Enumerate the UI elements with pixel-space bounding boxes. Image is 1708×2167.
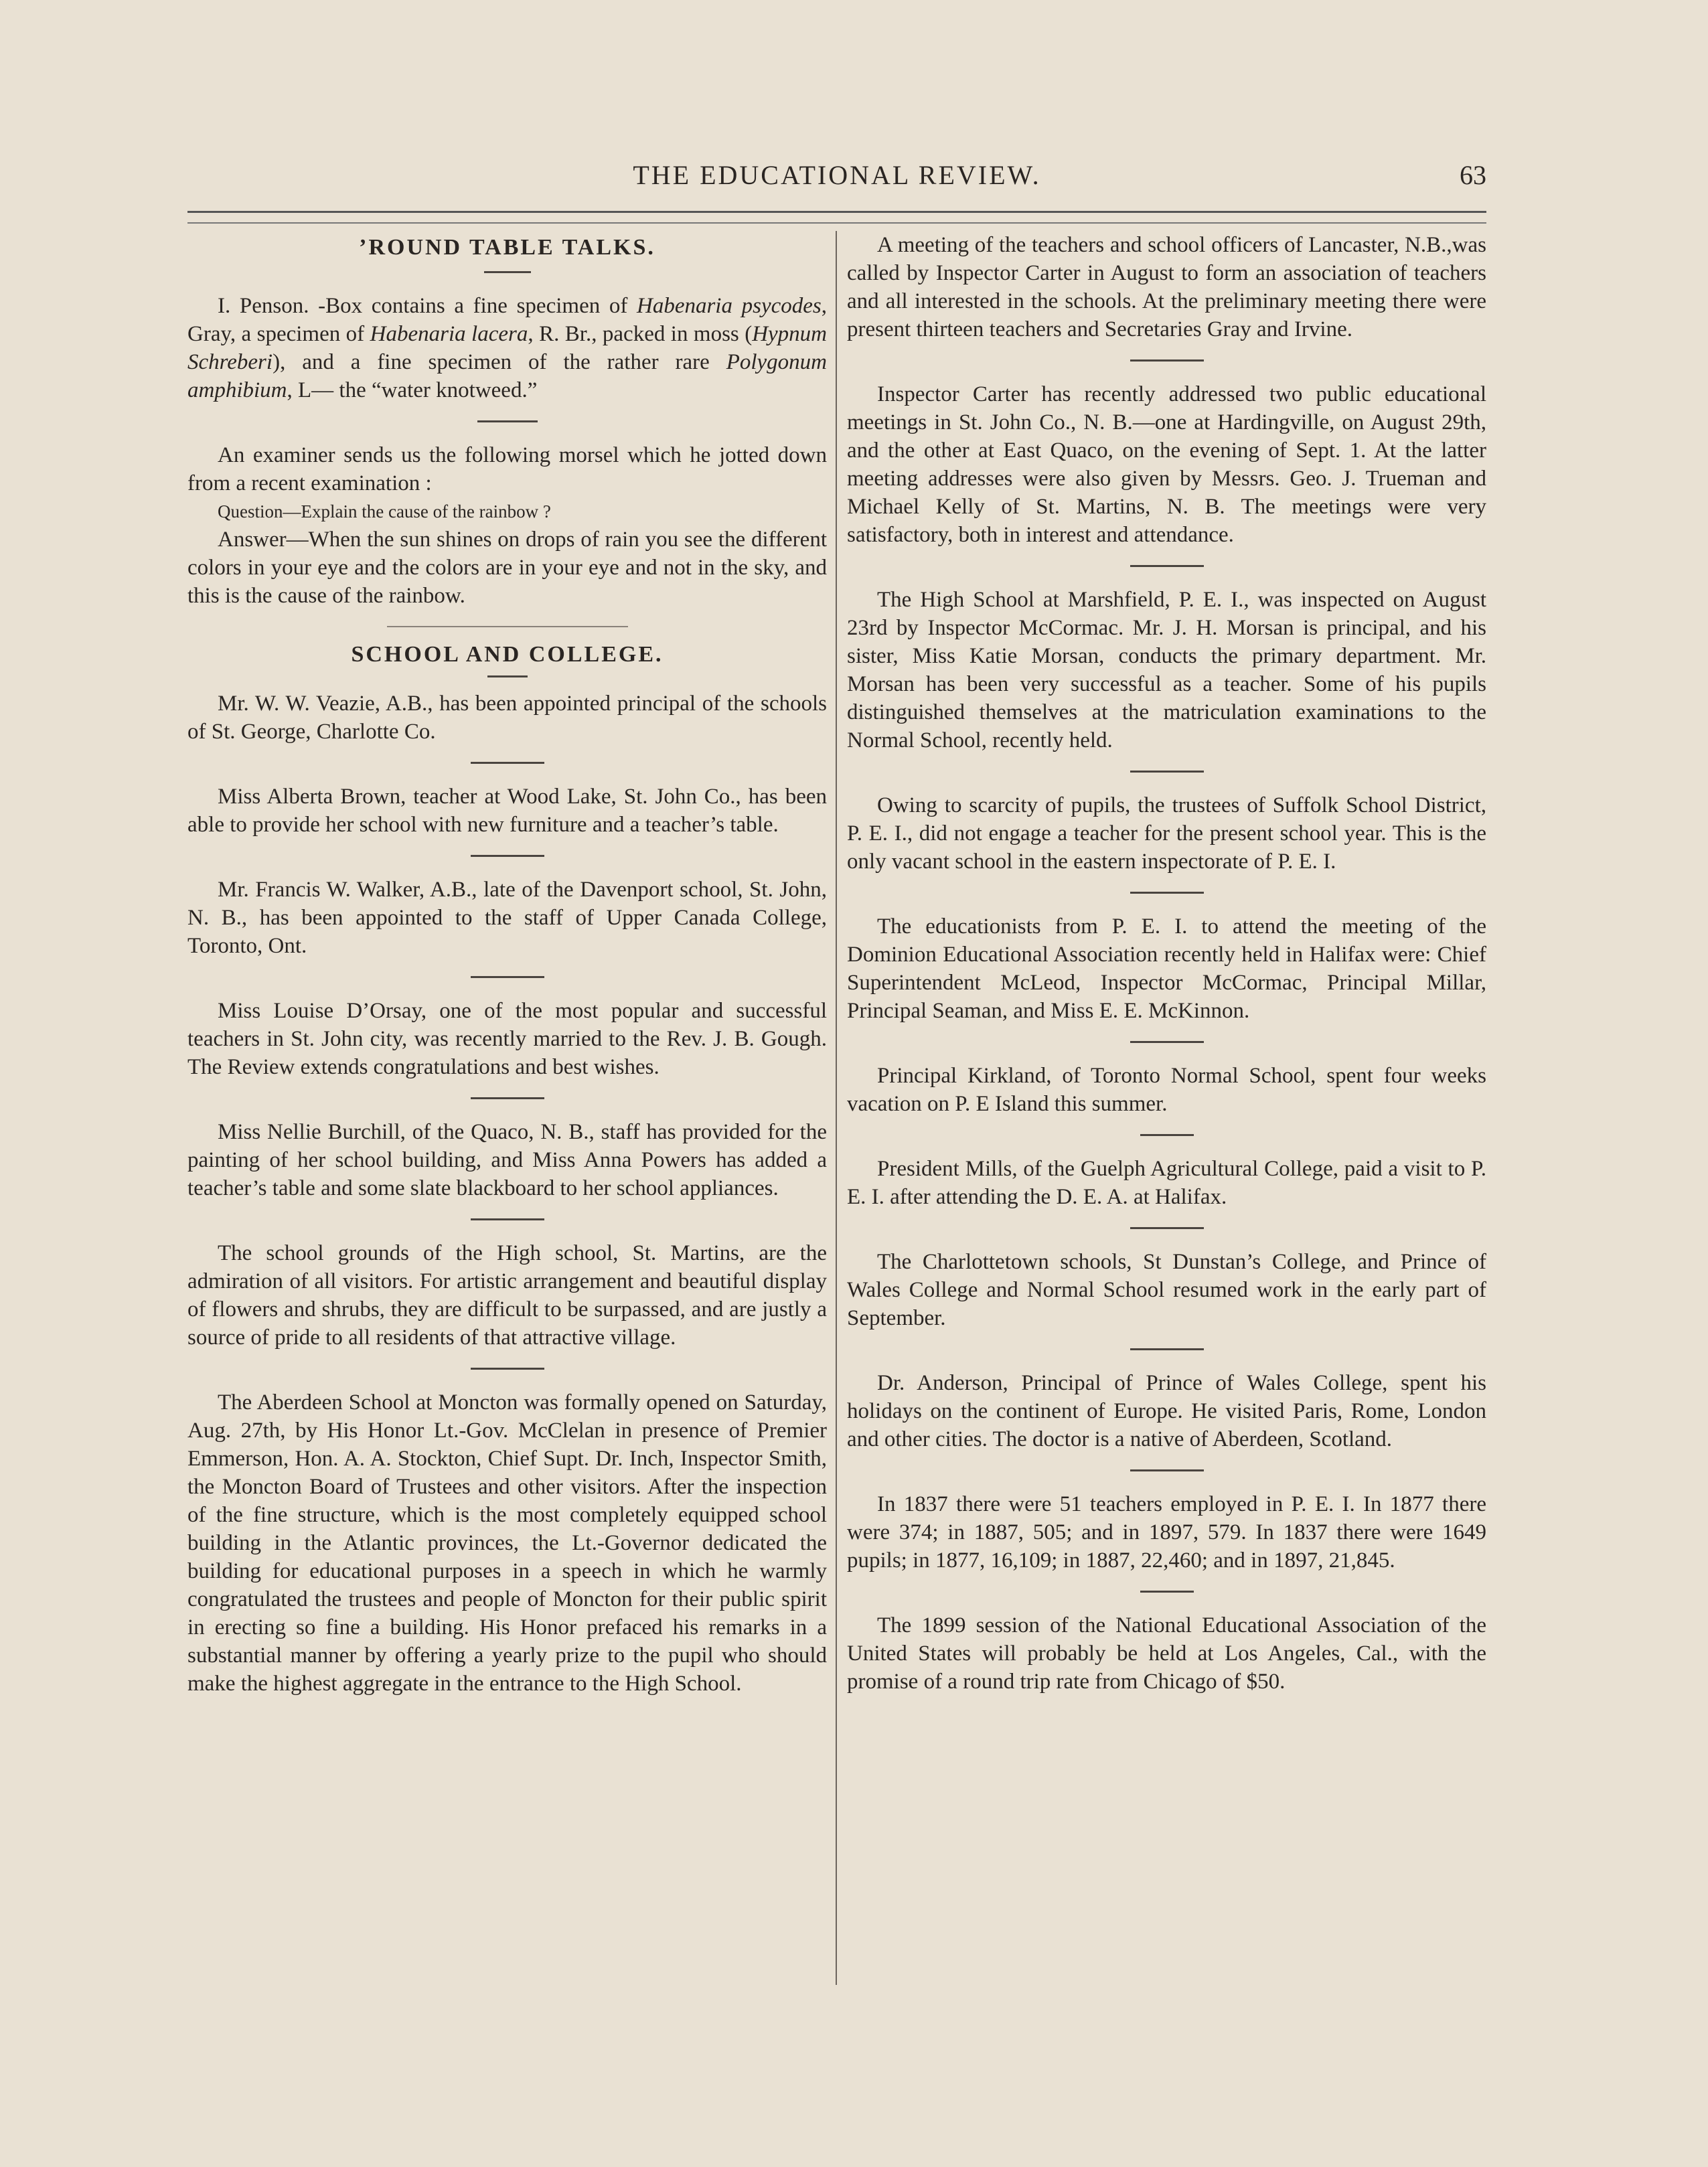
divider-rule xyxy=(1130,1227,1204,1229)
section-heading-round-table: ’ROUND TABLE TALKS. xyxy=(359,235,655,260)
text-run: I. Penson. -Box contains a fine specimen of xyxy=(218,294,637,318)
news-item: Mr. W. W. Veazie, A.B., has been appointed principal of the schools of St. George, Charlotte Co. xyxy=(187,692,827,744)
divider-rule xyxy=(477,420,538,422)
paragraph-answer: Answer—When the sun shines on drops of rain you see the different colors in your eye and the colors are in your eye and not in the sky, and this is the cause of the rainbow. xyxy=(187,528,827,608)
species-name: Polygonum amphibium xyxy=(187,350,827,402)
news-item: In 1837 there were 51 teachers employed in P. E. I. In 1877 there were 374; in 1887, 505; and in 1897, 579. In 1837 there were 1649 pupils; in 1877, 16,109; in 1887, 22,460; and in 1897, 21,845. xyxy=(847,1492,1486,1573)
divider-rule xyxy=(471,976,544,978)
divider-rule xyxy=(1130,359,1204,362)
divider-rule xyxy=(1130,1348,1204,1350)
news-item: Dr. Anderson, Principal of Prince of Wales College, spent his holidays on the continent of Europe. He visited Paris, Rome, London and other cities. The doctor is a native of Aberdeen, Scotland. xyxy=(847,1371,1486,1451)
paragraph-examiner: An examiner sends us the following morsel which he jotted down from a recent examination : xyxy=(187,443,827,495)
news-item: A meeting of the teachers and school officers of Lancaster, N.B.,was called by Inspector Carter in August to form an association of teachers and all interested in the schools. At the preliminary meeting there were present thirteen teachers and Secretaries Gray and Irvine. xyxy=(847,233,1486,341)
divider-rule xyxy=(1140,1134,1194,1136)
divider-rule xyxy=(1130,892,1204,894)
news-item: President Mills, of the Guelph Agricultural College, paid a visit to P. E. I. after attending the D. E. A. at Halifax. xyxy=(847,1157,1486,1209)
text-run: , Gray, a specimen of xyxy=(187,294,827,346)
divider-rule xyxy=(471,762,544,764)
section-separator xyxy=(387,626,628,627)
divider-rule xyxy=(471,1368,544,1370)
news-item: The High School at Marshfield, P. E. I., was inspected on August 23rd by Inspector McCormac. Mr. J. H. Morsan is principal, and his sister, Miss Katie Morsan, conducts the primary department. Mr. Morsan has been very successful as a teacher. Some of his pupils distinguished themselves at the matriculation examinations to the Normal School, recently held. xyxy=(847,588,1486,752)
divider-rule xyxy=(471,1097,544,1099)
divider-rule xyxy=(484,271,531,273)
text-run: , R. Br., packed in moss ( xyxy=(528,322,753,346)
left-column xyxy=(187,231,827,1698)
text-run: , L— the “water knotweed.” xyxy=(287,378,538,402)
right-column xyxy=(847,231,1486,1696)
species-name: Hypnum Schreberi xyxy=(187,322,827,374)
news-item: Inspector Carter has recently addressed two public educational meetings in St. John Co., N. B.—one at Hardingville, on August 29th, and the other at East Quaco, on the evening of Sept. 1. At the latter meeting addresses were also given by Messrs. Geo. J. Trueman and Michael Kelly of St. Martins, N. B. The meetings were very satisfactory, both in interest and attendance. xyxy=(847,382,1486,547)
news-item: Principal Kirkland, of Toronto Normal School, spent four weeks vacation on P. E Island this summer. xyxy=(847,1064,1486,1116)
news-item: Miss Nellie Burchill, of the Quaco, N. B., staff has provided for the painting of her school building, and Miss Anna Powers has added a teacher’s table and some slate blackboard to her school appliances. xyxy=(187,1120,827,1200)
news-item: The Aberdeen School at Moncton was formally opened on Saturday, Aug. 27th, by His Honor Lt.-Gov. McClelan in presence of Premier Emmerson, Hon. A. A. Stockton, Chief Supt. Dr. Inch, Inspector Smith, the Moncton Board of Trustees and other visitors. After the inspection of the fine structure, which is the most completely equipped school building in the Atlantic provinces, the Lt.-Governor dedicated the building for educational purposes in a speech in which he warmly congratulated the trustees and people of Moncton for their public spirit in erecting so fine a building. His Honor prefaced his remarks in a substantial manner by offering a yearly prize to the pupil who should make the highest aggregate in the entrance to the High School. xyxy=(187,1390,827,1696)
divider-rule xyxy=(1130,1469,1204,1471)
page-number: 63 xyxy=(1460,160,1486,190)
divider-rule xyxy=(1140,1591,1194,1593)
running-head xyxy=(187,159,1486,199)
news-item: The Charlottetown schools, St Dunstan’s College, and Prince of Wales College and Normal School resumed work in the early part of September. xyxy=(847,1250,1486,1330)
divider-rule xyxy=(1130,565,1204,567)
column-divider xyxy=(836,231,837,1985)
news-item: The educationists from P. E. I. to attend the meeting of the Dominion Educational Association recently held in Halifax were: Chief Superintendent McLeod, Inspector McCormac, Principal Millar, Principal Seaman, and Miss E. E. McKinnon. xyxy=(847,914,1486,1023)
news-item: Miss Alberta Brown, teacher at Wood Lake, St. John Co., has been able to provide her school with new furniture and a teacher’s table. xyxy=(187,785,827,837)
divider-rule xyxy=(471,1218,544,1220)
divider-rule xyxy=(1130,1041,1204,1043)
news-item: Miss Louise D’Orsay, one of the most popular and successful teachers in St. John city, was recently married to the Rev. J. B. Gough. The Review extends congratulations and best wishes. xyxy=(187,999,827,1079)
divider-rule xyxy=(487,675,528,677)
divider-rule xyxy=(471,855,544,857)
species-name: Habenaria psycodes xyxy=(636,294,822,318)
news-item: Owing to scarcity of pupils, the trustees of Suffolk School District, P. E. I., did not engage a teacher for the present school year. This is the only vacant school in the eastern inspectorate of P. E. I. xyxy=(847,793,1486,874)
divider-rule xyxy=(1130,771,1204,773)
news-item: The school grounds of the High school, St. Martins, are the admiration of all visitors. For artistic arrangement and beautiful display of flowers and shrubs, they are difficult to be surpassed, and are justly a source of pride to all residents of that attractive village. xyxy=(187,1241,827,1350)
paragraph-penson xyxy=(187,292,827,404)
text-run: ), and a fine specimen of the rather rare xyxy=(273,350,726,374)
news-item: The 1899 session of the National Educational Association of the United States will probably be held at Los Angeles, Cal., with the promise of a round trip rate from Chicago of $50. xyxy=(847,1613,1486,1694)
header-rule xyxy=(187,211,1486,224)
section-heading-school-college: SCHOOL AND COLLEGE. xyxy=(351,642,664,667)
news-item: Mr. Francis W. Walker, A.B., late of the Davenport school, St. John, N. B., has been appointed to the staff of Upper Canada College, Toronto, Ont. xyxy=(187,878,827,958)
running-title: THE EDUCATIONAL REVIEW. xyxy=(633,160,1041,190)
species-name: Habenaria lacera xyxy=(370,322,528,346)
paragraph-question: Question—Explain the cause of the rainbow ? xyxy=(218,501,551,521)
